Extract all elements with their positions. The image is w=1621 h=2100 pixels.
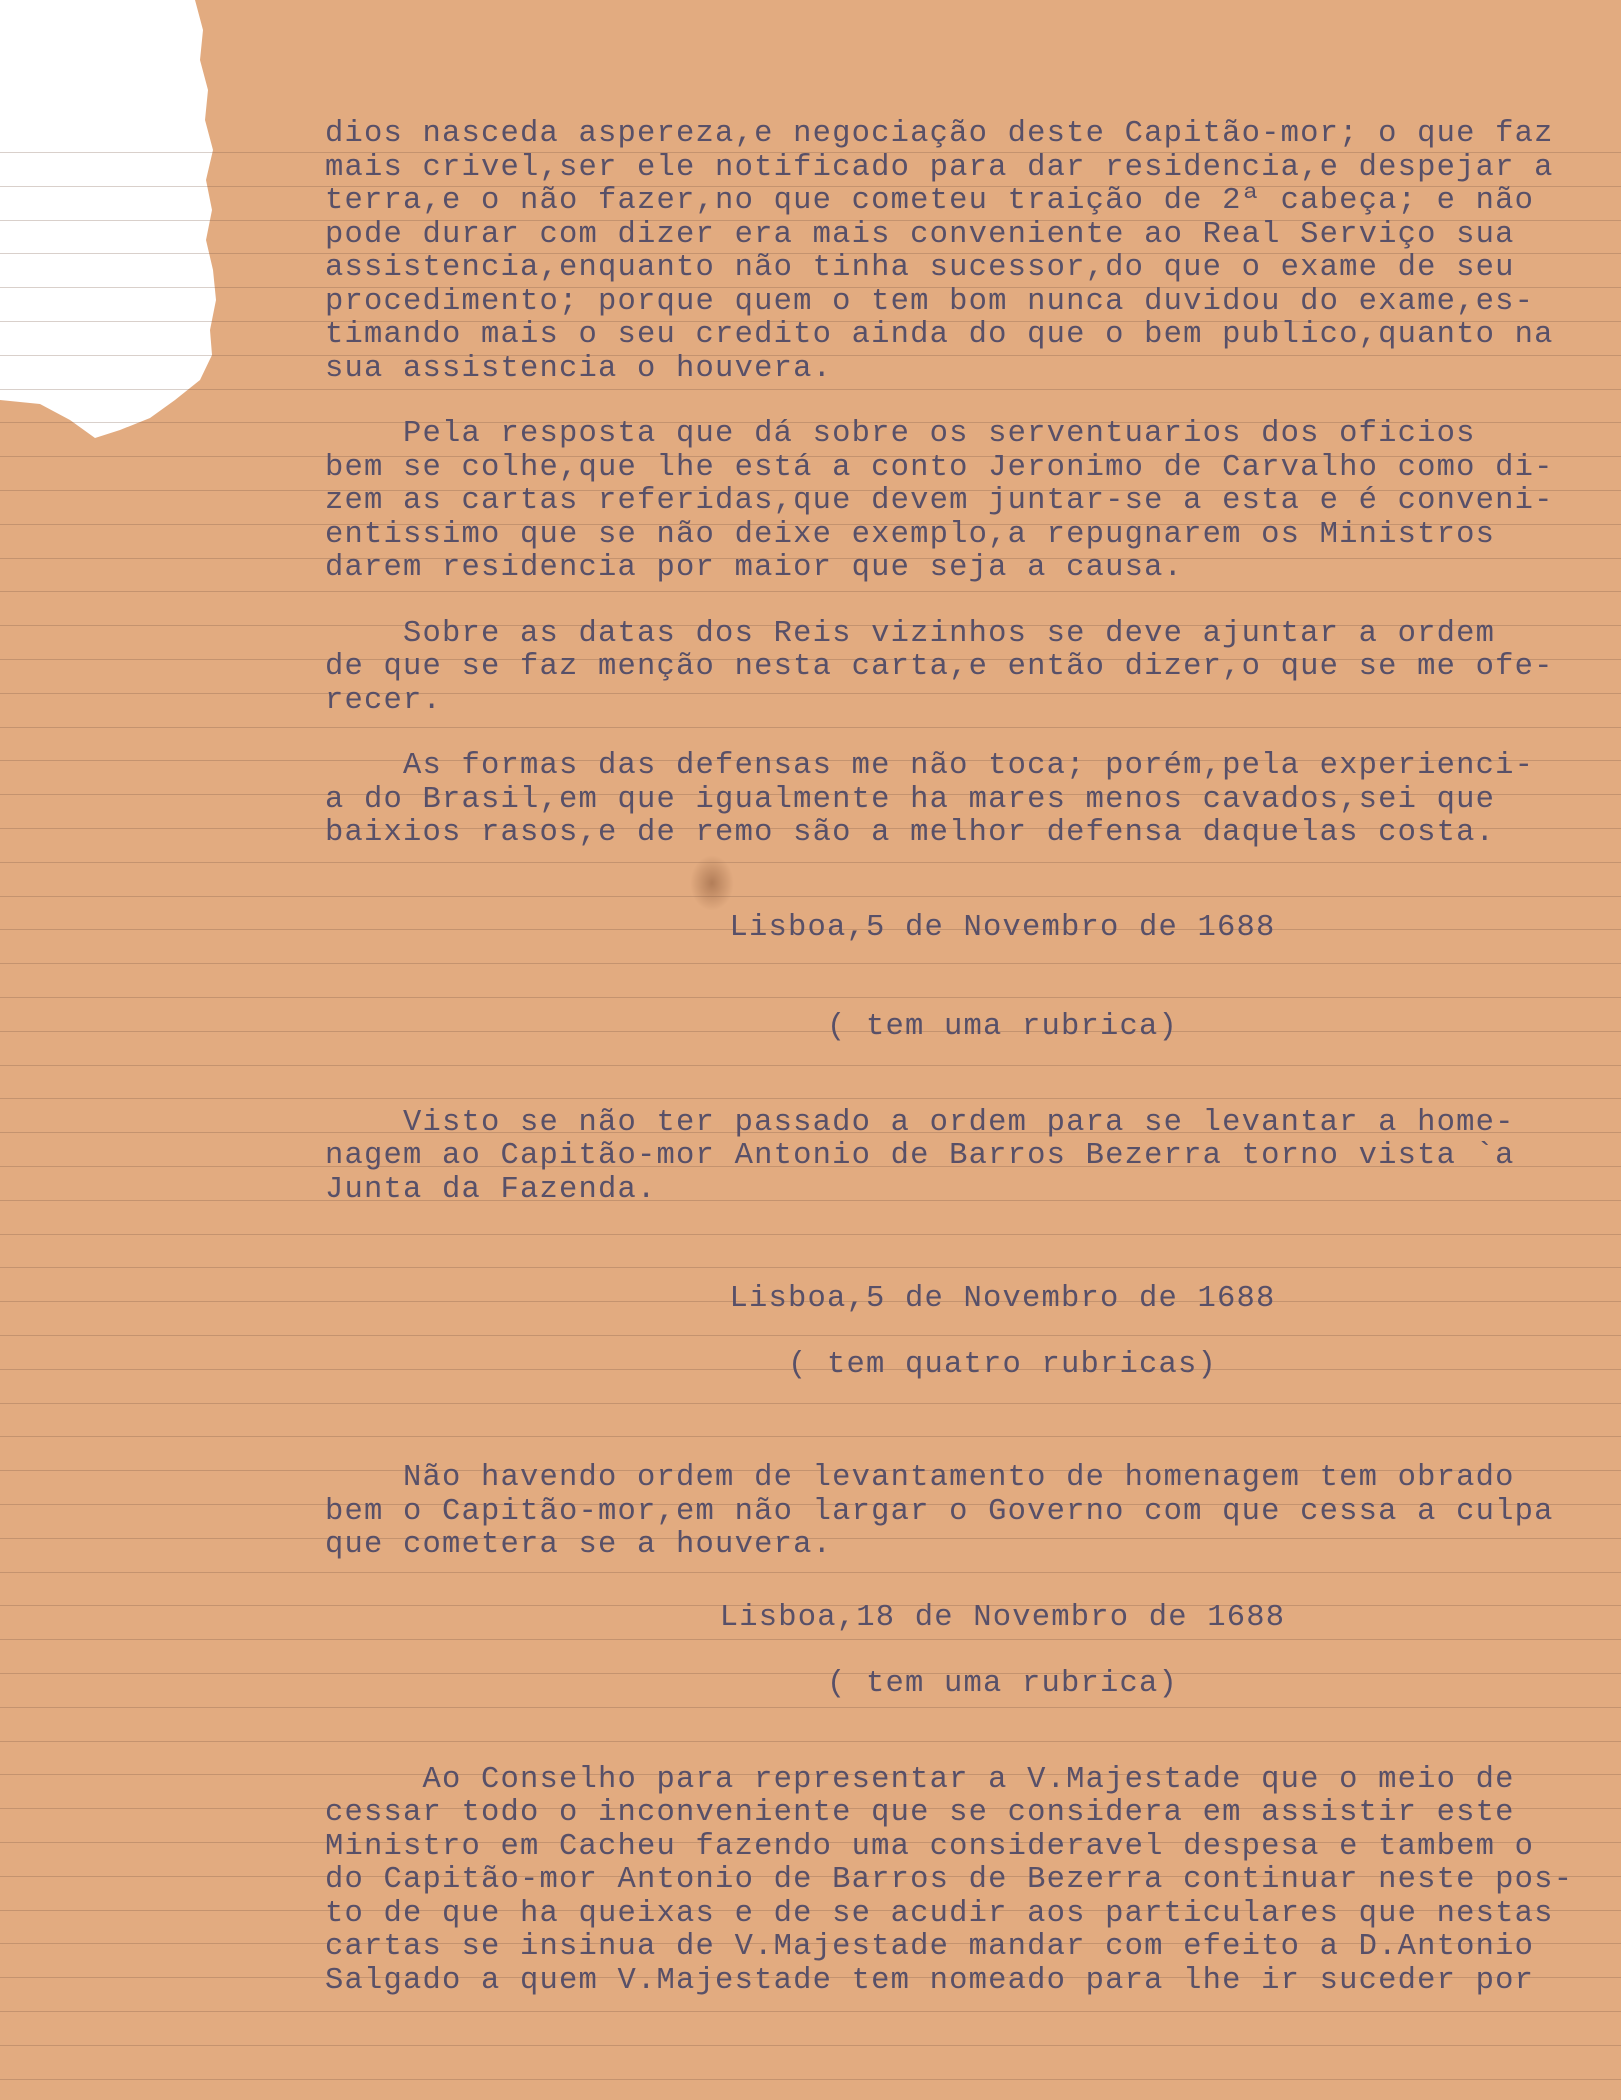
text-line: baixios rasos,e de remo são a melhor defensa daquelas costa. bbox=[325, 816, 1496, 850]
text-line: darem residencia por maior que seja a causa. bbox=[325, 551, 1184, 585]
text-line: Ao Conselho para representar a V.Majestade que o meio de bbox=[325, 1762, 1515, 1797]
paragraph bbox=[325, 1107, 1590, 1208]
text-line: As formas das defensas me não toca; porém,pela experienci- bbox=[325, 749, 1535, 783]
text-line: Salgado a quem V.Majestade tem nomeado para lhe ir suceder por bbox=[325, 1963, 1535, 1998]
ruled-line bbox=[0, 2045, 1621, 2046]
text-line: cessar todo o inconveniente que se considera em assistir este bbox=[325, 1796, 1515, 1830]
text-line: mais crivel,ser ele notificado para dar residencia,e despejar a bbox=[325, 150, 1554, 185]
text-line: sua assistencia o houvera. bbox=[325, 351, 833, 386]
rubric-note: ( tem uma rubrica) bbox=[826, 1666, 1179, 1701]
typed-document bbox=[325, 118, 1590, 1998]
paragraph bbox=[325, 418, 1590, 586]
text-line: zem as cartas referidas,que devem juntar-se a esta e é conveni- bbox=[325, 484, 1554, 518]
paragraph bbox=[325, 1764, 1590, 1999]
paragraph bbox=[325, 618, 1590, 719]
text-line: to de que ha queixas e de se acudir aos particulares que nestas bbox=[325, 1896, 1554, 1931]
rubric-note: ( tem quatro rubricas) bbox=[787, 1348, 1218, 1382]
ruled-line bbox=[0, 2011, 1621, 2012]
text-line: Pela resposta que dá sobre os serventuarios dos oficios bbox=[325, 417, 1476, 451]
text-line: terra,e o não fazer,no que cometeu traição de 2ª cabeça; e não bbox=[325, 184, 1535, 218]
rubric-note: ( tem uma rubrica) bbox=[826, 1009, 1179, 1044]
text-line: nagem ao Capitão-mor Antonio de Barros Bezerra torno vista `a bbox=[325, 1139, 1515, 1173]
text-line: bem o Capitão-mor,em não largar o Governo com que cessa a culpa bbox=[325, 1494, 1554, 1529]
ruled-line bbox=[0, 2079, 1621, 2080]
text-line: recer. bbox=[325, 683, 443, 718]
text-line: que cometera se a houvera. bbox=[325, 1528, 833, 1562]
text-line: cartas se insinua de V.Majestade mandar com efeito a D.Antonio bbox=[325, 1930, 1535, 1964]
text-line: Junta da Fazenda. bbox=[325, 1172, 657, 1207]
paragraph bbox=[325, 118, 1590, 386]
text-line: assistencia,enquanto não tinha sucessor,do que o exame de seu bbox=[325, 251, 1515, 285]
text-line: a do Brasil,em que igualmente ha mares menos cavados,sei que bbox=[325, 782, 1496, 817]
paragraph bbox=[325, 750, 1590, 851]
text-line: dios nasceda aspereza,e negociação deste Capitão-mor; o que faz bbox=[325, 117, 1554, 151]
text-line: entissimo que se não deixe exemplo,a repugnarem os Ministros bbox=[325, 517, 1496, 552]
text-line: timando mais o seu credito ainda do que o bem publico,quanto na bbox=[325, 318, 1554, 352]
text-line: pode durar com dizer era mais conveniente ao Real Serviço sua bbox=[325, 217, 1515, 252]
text-line: Visto se não ter passado a ordem para se levantar a home- bbox=[325, 1105, 1515, 1140]
text-line: bem se colhe,que lhe está a conto Jeronimo de Carvalho como di- bbox=[325, 450, 1554, 485]
text-line: Ministro em Cacheu fazendo uma consideravel despesa e tambem o bbox=[325, 1829, 1535, 1864]
place-date-line: Lisboa,18 de Novembro de 1688 bbox=[719, 1600, 1286, 1635]
text-line: de que se faz menção nesta carta,e então dizer,o que se me ofe- bbox=[325, 650, 1554, 684]
text-line: Sobre as datas dos Reis vizinhos se deve ajuntar a ordem bbox=[325, 616, 1496, 651]
text-line: do Capitão-mor Antonio de Barros de Bezerra continuar neste pos- bbox=[325, 1863, 1574, 1897]
text-line: Não havendo ordem de levantamento de homenagem tem obrado bbox=[325, 1461, 1515, 1495]
place-date-line: Lisboa,5 de Novembro de 1688 bbox=[729, 1282, 1276, 1316]
text-line: procedimento; porque quem o tem bom nunca duvidou do exame,es- bbox=[325, 284, 1535, 319]
place-date-line: Lisboa,5 de Novembro de 1688 bbox=[729, 910, 1276, 945]
paragraph bbox=[325, 1462, 1590, 1563]
